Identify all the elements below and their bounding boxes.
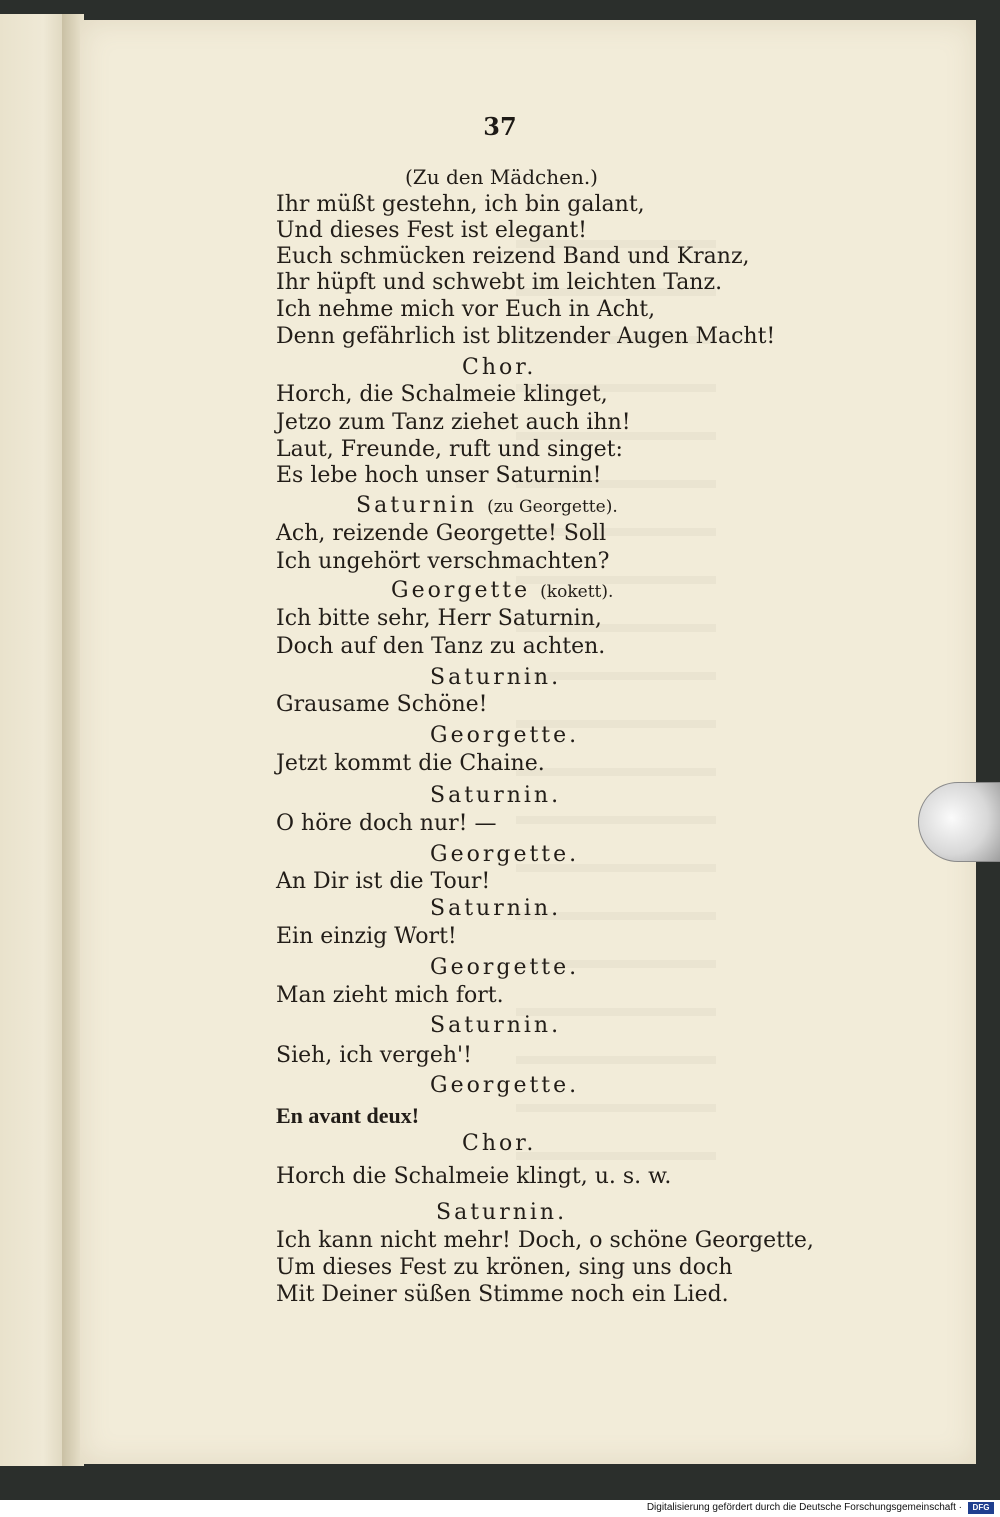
verse-line: Ich nehme mich vor Euch in Acht,	[276, 297, 656, 322]
speaker-name: Georgette	[391, 578, 531, 603]
speaker-heading	[391, 578, 613, 605]
stage-direction: (kokett).	[540, 582, 614, 602]
verse-line: Jetzt kommt die Chaine.	[276, 751, 545, 776]
verse-line: Ich bitte sehr, Herr Saturnin,	[276, 606, 602, 631]
footer-bar	[0, 1500, 1000, 1517]
verse-line: Grausame Schöne!	[276, 692, 488, 717]
page-number: 37	[483, 112, 517, 141]
speaker-heading: Saturnin.	[436, 1200, 568, 1225]
verse-line: Ein einzig Wort!	[276, 924, 457, 949]
funding-credit: Digitalisierung gefördert durch die Deutsche Forschungsgemeinschaft ·	[646, 1502, 962, 1513]
verse-line: Denn gefährlich ist blitzender Augen Macht!	[276, 324, 776, 349]
speaker-heading: Saturnin.	[430, 1013, 562, 1038]
verse-line: Ihr müßt gestehn, ich bin galant,	[276, 192, 645, 217]
verse-line: Ich kann nicht mehr! Doch, o schöne Georgette,	[276, 1228, 814, 1253]
stage-direction: (Zu den Mädchen.)	[405, 165, 598, 189]
verse-line: Doch auf den Tanz zu achten.	[276, 634, 606, 659]
speaker-name: Saturnin	[356, 493, 478, 518]
speaker-heading: Georgette.	[430, 723, 580, 748]
speaker-heading: Saturnin.	[430, 896, 562, 921]
page-clip	[918, 782, 1000, 862]
verse-line: An Dir ist die Tour!	[276, 869, 491, 894]
verse-line: Ihr hüpft und schwebt im leichten Tanz.	[276, 270, 723, 295]
speaker-heading: Chor.	[462, 355, 537, 380]
dfg-logo: DFG	[968, 1502, 994, 1514]
verse-line: Laut, Freunde, ruft und singet:	[276, 437, 623, 462]
show-through-text	[516, 200, 716, 1200]
speaker-heading: Georgette.	[430, 842, 580, 867]
verse-line: Ach, reizende Georgette! Soll	[276, 521, 607, 546]
verse-line: Mit Deiner süßen Stimme noch ein Lied.	[276, 1282, 729, 1307]
verse-line: Man zieht mich fort.	[276, 983, 504, 1008]
verse-line: Horch, die Schalmeie klinget,	[276, 382, 608, 407]
verse-line: Und dieses Fest ist elegant!	[276, 218, 588, 243]
speaker-heading: Saturnin.	[430, 665, 562, 690]
verse-line: Jetzo zum Tanz ziehet auch ihn!	[276, 410, 631, 435]
verse-line: Euch schmücken reizend Band und Kranz,	[276, 244, 750, 269]
verse-line: Sieh, ich vergeh'!	[276, 1043, 472, 1068]
speaker-heading: Georgette.	[430, 1073, 580, 1098]
verse-line: Ich ungehört verschmachten?	[276, 549, 610, 574]
verse-line: O höre doch nur! —	[276, 811, 497, 836]
verse-line: Es lebe hoch unser Saturnin!	[276, 463, 602, 488]
verse-line: Horch die Schalmeie klingt, u. s. w.	[276, 1164, 672, 1189]
speaker-heading	[356, 493, 618, 520]
speaker-heading: Chor.	[462, 1131, 537, 1156]
speaker-heading: Saturnin.	[430, 783, 562, 808]
speaker-heading: Georgette.	[430, 955, 580, 980]
stage-direction: (zu Georgette).	[487, 497, 618, 517]
verse-line: En avant deux!	[276, 1103, 420, 1128]
verse-line: Um dieses Fest zu krönen, sing uns doch	[276, 1255, 733, 1280]
